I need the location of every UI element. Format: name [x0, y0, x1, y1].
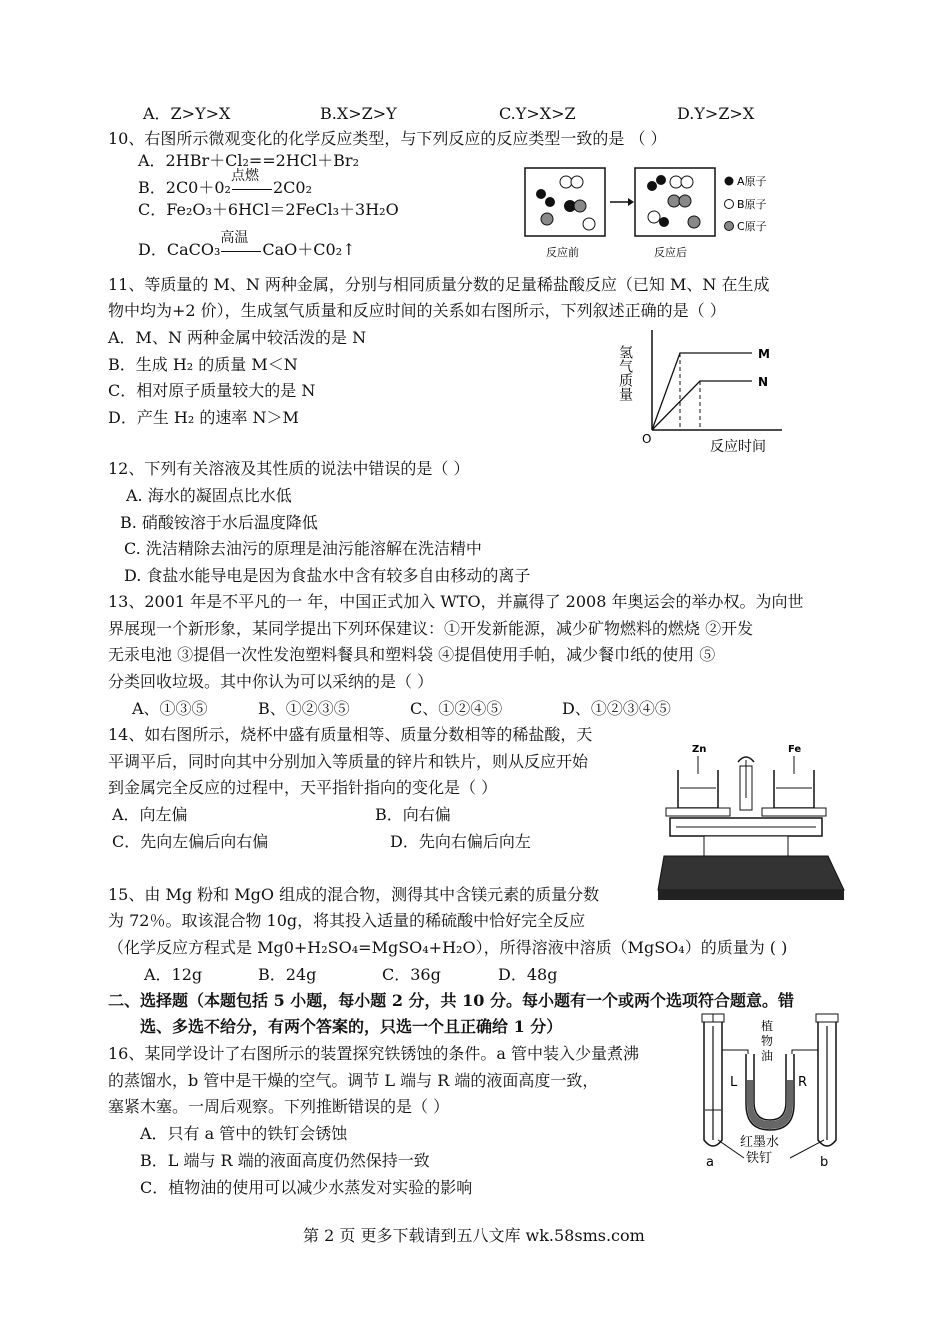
q13-option-c: C、①②④⑤: [410, 699, 503, 718]
q15-line-2: 为 72％。取该混合物 10g，将其投入适量的稀硫酸中恰好完全反应: [108, 911, 586, 930]
before-label: 反应前: [546, 246, 579, 259]
q15-option-a: A．12g: [144, 965, 203, 984]
legend-b-dot: [725, 200, 734, 209]
legend-c-label: C原子: [737, 220, 767, 233]
q11-option-d: D．产生 H₂ 的速率 N＞M: [108, 408, 299, 427]
legend-b-label: B原子: [737, 198, 767, 211]
l-label: L: [730, 1075, 738, 1090]
legend-a-dot: [725, 177, 734, 186]
q16-line-3: 塞紧木塞。一周后观察。下列推断错误的是（ ）: [108, 1097, 450, 1116]
series-m-line: [652, 353, 752, 430]
reaction-condition-ignite: [230, 168, 273, 199]
q12-option-b: B. 硝酸铵溶于水后温度降低: [120, 513, 318, 532]
reaction-condition-heat: [220, 230, 262, 261]
origin-label: O: [642, 432, 652, 446]
after-molecules: [647, 175, 700, 228]
series-n-label: N: [758, 375, 769, 389]
right-connector: [792, 1050, 818, 1054]
hydrogen-time-graph: [617, 325, 792, 460]
q15-line-1: 15、由 Mg 粉和 MgO 组成的混合物，测得其中含镁元素的质量分数: [108, 885, 600, 904]
left-beaker: [678, 770, 718, 808]
q12-option-d: D. 食盐水能导电是因为食盐水中含有较多自由移动的离子: [124, 566, 531, 585]
q10-option-a: A．2HBr＋Cl₂==2HCl＋Br₂: [138, 151, 359, 170]
q14-line-3: 到金属完全反应的过程中，天平指针指向的变化是（ ）: [108, 778, 498, 797]
page-footer: 第 2 页 更多下载请到五八文库 wk.58sms.com: [303, 1226, 645, 1245]
q15-option-c: C．36g: [382, 965, 441, 984]
r-label: R: [798, 1075, 808, 1090]
q16-option-a: A．只有 a 管中的铁钉会锈蚀: [140, 1124, 348, 1143]
arrow-head: [628, 198, 634, 206]
q13-line-3: 无汞电池 ③提倡一次性发泡塑料餐具和塑料袋 ④提倡使用手帕，减少餐巾纸的使用 ⑤: [108, 645, 716, 664]
section-2-heading-line-1: 二、选择题（本题包括 5 小题，每小题 2 分，共 10 分。每小题有一个或两个选项符合题意。错: [108, 991, 794, 1010]
q15-line-3: （化学反应方程式是 Mg0+H₂SO₄=MgSO₄+H₂O），所得溶液中溶质（MgSO₄）的质量为 ( ): [108, 938, 788, 957]
nail-pointer-right: [790, 1140, 824, 1158]
left-pan: [666, 808, 730, 816]
frame: [704, 836, 788, 856]
x-axis-label: 反应时间: [710, 439, 766, 455]
q10-option-d: [138, 230, 356, 261]
q14-option-c: C．先向左偏后向右偏: [112, 832, 269, 851]
oil-label-2: 物: [761, 1034, 774, 1048]
q11-line-2: 物中均为+2 价），生成氢气质量和反应时间的关系如右图所示，下列叙述正确的是（ ）: [108, 301, 726, 320]
q15-option-d: D．48g: [498, 965, 558, 984]
after-label: 反应后: [654, 246, 687, 259]
before-molecules: [536, 176, 595, 230]
q13-line-1: 13、2001 年是不平凡的一 年，中国正式加入 WTO，并赢得了 2008 年奥运会的举办权。为向世: [108, 592, 804, 611]
q10-option-b: [138, 168, 312, 199]
q13-option-a: A、①③⑤: [132, 699, 208, 718]
balance-figure: [660, 740, 850, 905]
q13-line-2: 界展现一个新形象，某同学提出下列环保建议：①开发新能源，减少矿物燃料的燃烧 ②开发: [108, 619, 754, 638]
q16-option-b: B．L 端与 R 端的液面高度仍然保持一致: [140, 1151, 430, 1170]
q11-option-b: B．生成 H₂ 的质量 M＜N: [108, 355, 298, 374]
q9-option-d: D.Y>Z>X: [677, 104, 755, 123]
tube-a-label: a: [706, 1155, 714, 1170]
condition-text: 高温: [220, 230, 249, 246]
q13-option-d: D、①②③④⑤: [562, 699, 671, 718]
condition-text: 点燃: [230, 168, 259, 184]
q16-line-1: 16、某同学设计了右图所示的装置探究铁锈蚀的条件。a 管中装入少量煮沸: [108, 1044, 639, 1063]
u-tube-inner: [754, 1054, 786, 1120]
q11-line-1: 11、等质量的 M、N 两种金属，分别与相同质量分数的足量稀盐酸反应（已知 M、N 在生成: [108, 275, 770, 294]
q12-stem: 12、下列有关溶液及其性质的说法中错误的是（ ）: [108, 459, 470, 478]
q9-option-b: B.X>Z>Y: [320, 104, 397, 123]
q10-option-d-left: D．CaCO₃: [138, 240, 221, 259]
q14-line-1: 14、如右图所示，烧杯中盛有质量相等、质量分数相等的稀盐酸，天: [108, 725, 593, 744]
q13-option-b: B、①②③⑤: [258, 699, 350, 718]
section-2-heading-line-2: 选、多选不给分，有两个答案的，只选一个且正确给 1 分）: [140, 1017, 563, 1036]
q9-option-a: A．Z>Y>X: [143, 104, 231, 123]
right-beaker: [774, 770, 814, 808]
q14-line-2: 平调平后，同时向其中分别加入等质量的锌片和铁片，则从反应开始: [108, 752, 589, 771]
balance-base: [658, 856, 844, 890]
series-m-label: M: [758, 347, 770, 361]
q12-option-a: A. 海水的凝固点比水低: [126, 486, 292, 505]
oil-label-3: 油: [761, 1049, 774, 1063]
rust-apparatus-figure: [690, 1012, 850, 1172]
q14-option-d: D．先向右偏后向左: [390, 832, 531, 851]
reaction-micro-figure: [524, 164, 784, 264]
nail-label: 铁钉: [746, 1151, 773, 1166]
q16-option-c: C．植物油的使用可以减少水蒸发对实验的影响: [140, 1178, 473, 1197]
legend-a-label: A原子: [737, 175, 767, 188]
y-axis-label: 氢气质量: [617, 345, 633, 401]
q11-option-a: A．M、N 两种金属中较活泼的是 N: [108, 328, 367, 347]
q11-option-c: C．相对原子质量较大的是 N: [108, 381, 316, 400]
q9-option-c: C.Y>X>Z: [499, 104, 576, 123]
tube-b-label: b: [820, 1155, 829, 1170]
base-foot: [658, 890, 844, 900]
q10-option-b-right: 2C0₂: [272, 178, 312, 197]
q10-option-b-left: B．2C0＋0₂: [138, 178, 231, 197]
q10-option-d-right: CaO＋C0₂↑: [262, 240, 356, 259]
q16-line-2: 的蒸馏水，b 管中是干燥的空气。调节 L 端与 R 端的液面高度一致，: [108, 1071, 599, 1090]
legend-c-dot: [725, 222, 734, 231]
q10-stem: 10、右图所示微观变化的化学反应类型，与下列反应的反应类型一致的是 （ ）: [108, 129, 667, 148]
oil-label-1: 植: [761, 1019, 774, 1033]
fe-label: Fe: [788, 744, 802, 755]
q14-option-b: B．向右偏: [375, 805, 451, 824]
q15-option-b: B．24g: [258, 965, 317, 984]
q14-option-a: A．向左偏: [112, 805, 188, 824]
zn-label: Zn: [692, 744, 707, 755]
tube-b-stopper: [816, 1014, 838, 1022]
ink-label: 红墨水: [740, 1135, 780, 1150]
q12-option-c: C. 洗洁精除去油污的原理是油污能溶解在洗洁精中: [124, 539, 482, 558]
q10-option-c: C．Fe₂O₃＋6HCl＝2FeCl₃＋3H₂O: [138, 200, 399, 219]
right-pan: [762, 808, 826, 816]
q13-line-4: 分类回收垃圾。其中你认为可以采纳的是（ ）: [108, 672, 434, 691]
